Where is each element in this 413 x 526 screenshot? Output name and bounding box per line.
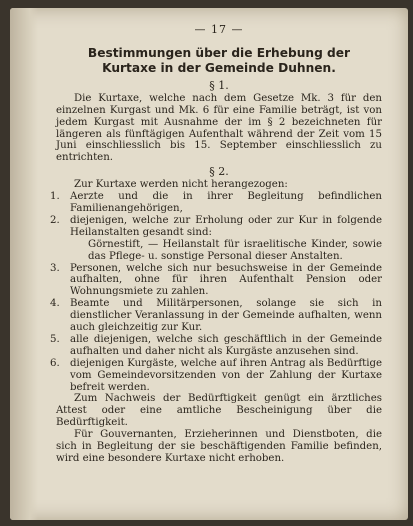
list-item-2-detail-text: Görnestift, — Heilanstalt für israelitische Kinder, sowie das Pflege- u. sonstige Personal dieser Anstalten. <box>88 238 382 262</box>
list-item-number: 2. <box>50 214 60 226</box>
book-page <box>10 8 408 520</box>
list-item-2-detail <box>56 239 382 263</box>
section-2-intro: Zur Kurtaxe werden nicht herangezogen: <box>74 179 288 191</box>
page-title <box>56 46 382 76</box>
list-item-number: 5. <box>50 333 60 345</box>
section-1-text: Die Kurtaxe, welche nach dem Gesetze Mk. 3 für den einzelnen Kurgast und Mk. 6 für eine Familie beträgt, ist von jedem Kurgast mit Ausnahme der im § 2 bezeichneten für längeren als fünftägigen Aufenthalt während der Zeit vom 15 Juni einschliesslich bis 15. September einschliesslich zu entrichten. <box>56 92 382 164</box>
list-item-text: Personen, welche sich nur besuchsweise in der Gemeinde aufhalten, ohne für ihren Aufenthalt Pension oder Wohnungsmiete zu zahlen. <box>70 262 382 298</box>
list-item-6 <box>50 357 382 394</box>
list-item-number: 6. <box>50 357 60 369</box>
section-1-heading: § 1. <box>209 78 229 92</box>
list-item-text: Beamte und Militärpersonen, solange sie sich in dienstlicher Veranlassung in der Gemeinde aufhalten, wenn auch gleichzeitig zur Kur. <box>70 298 382 334</box>
list-item-number: 4. <box>50 298 60 310</box>
page-number: — 17 — <box>194 23 244 36</box>
list-item-text: Aerzte und die in ihrer Begleitung befindlichen Familienangehörigen, <box>70 191 382 214</box>
list-item-number: 3. <box>50 262 60 274</box>
list-item-2 <box>50 214 382 239</box>
page-content <box>50 23 382 465</box>
title-line-1: Bestimmungen über die Erhebung der <box>87 45 351 60</box>
list-item-4 <box>50 298 382 334</box>
title-line-2: Kurtaxe in der Gemeinde Duhnen. <box>102 60 336 75</box>
page-binding <box>10 8 38 520</box>
staff-paragraph: Für Gouvernanten, Erzieherinnen und Dienstboten, die sich in Begleitung der sie beschäftigenden Familie befinden, wird eine besondere Kurtaxe nicht erhoben. <box>56 429 382 464</box>
list-item-text: diejenigen, welche zur Erholung oder zur Kur in folgende Heilanstalten gesandt sind: <box>70 214 382 238</box>
list-item-5 <box>50 333 382 358</box>
list-item-text: diejenigen Kurgäste, welche auf ihren Antrag als Bedürftige vom Gemeindevorsitzenden von der Zahlung der Kurtaxe befreit werden. <box>70 357 382 393</box>
need-proof-paragraph: Zum Nachweis der Bedürftigkeit genügt ein ärztliches Attest oder eine amtliche Bescheinigung über die Bedürftigkeit. <box>56 393 382 429</box>
list-item-text: alle diejenigen, welche sich geschäftlich in der Gemeinde aufhalten und daher nicht als Kurgäste anzusehen sind. <box>70 333 382 357</box>
list-item-number: 1. <box>50 191 60 203</box>
list-item-1 <box>50 191 382 215</box>
section-2-heading: § 2. <box>209 165 229 179</box>
list-item-3 <box>50 262 382 299</box>
